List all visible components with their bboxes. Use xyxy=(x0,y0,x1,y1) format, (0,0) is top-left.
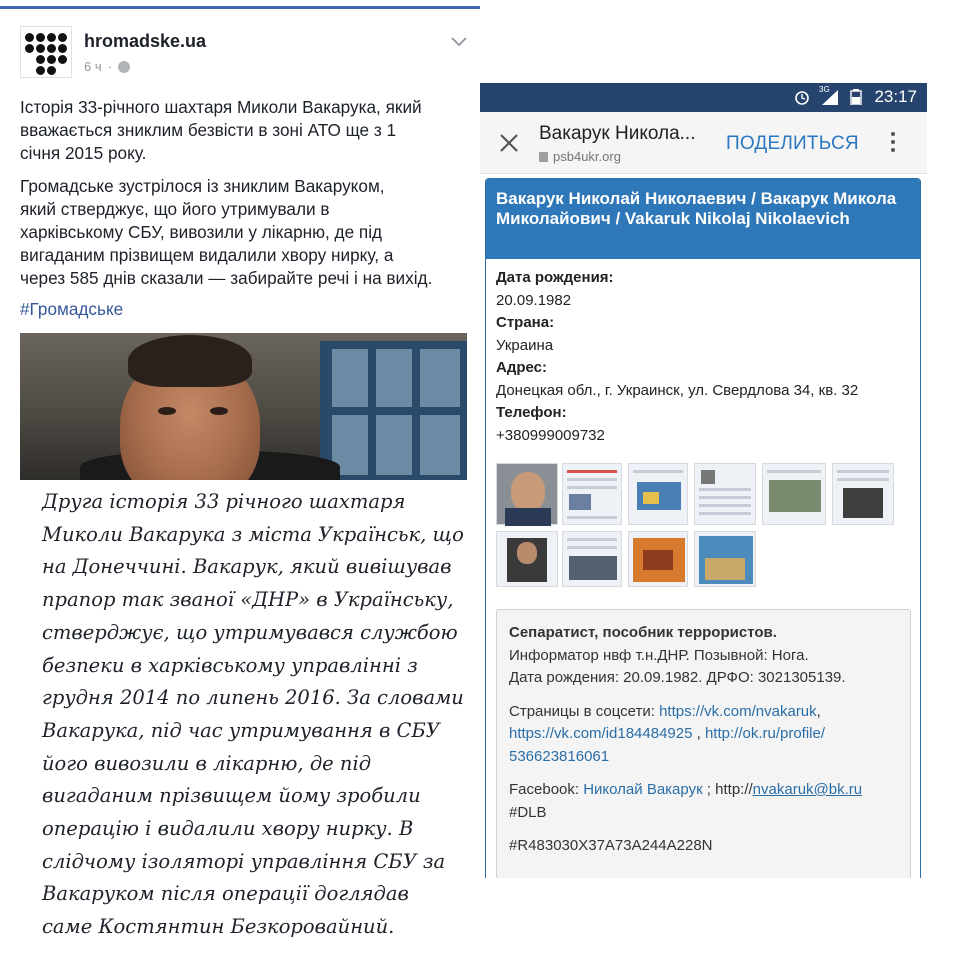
page-name[interactable]: hromadske.ua xyxy=(84,31,207,51)
thumbnail[interactable] xyxy=(628,531,688,587)
page-avatar[interactable] xyxy=(20,26,72,78)
thumbnail[interactable] xyxy=(496,531,558,587)
globe-icon xyxy=(118,61,130,73)
profile-fields xyxy=(496,267,916,447)
field-value: +380999009732 xyxy=(496,426,605,444)
more-options-icon[interactable] xyxy=(890,132,896,154)
card-header xyxy=(486,179,920,259)
vk-link-1[interactable]: https://vk.com/nvakaruk xyxy=(659,702,817,720)
social-links: Страницы в соцсети: https://vk.com/nvakaruk, https://vk.com/id184484925 , http://ok.ru/profile/ 536623816061 xyxy=(509,702,826,765)
field-label: Страна: xyxy=(496,314,555,331)
status-bar xyxy=(480,83,927,112)
field-value: Украина xyxy=(496,336,554,354)
post-meta: 6 ч · xyxy=(84,59,130,74)
field-label: Адрес: xyxy=(496,359,547,376)
status-time: 23:17 xyxy=(874,87,917,106)
thumbnail[interactable] xyxy=(496,463,558,525)
post-time[interactable]: 6 ч xyxy=(84,59,102,74)
browser-app-bar xyxy=(480,112,927,174)
thumbnail[interactable] xyxy=(694,463,756,525)
phone-screenshot xyxy=(480,83,927,878)
tag-dlb: #DLB xyxy=(509,803,547,821)
thumbnail[interactable] xyxy=(562,531,622,587)
email-link[interactable]: nvakaruk@bk.ru xyxy=(752,781,863,798)
photo-window xyxy=(320,341,467,480)
hashtag-link[interactable]: #Громадське xyxy=(20,299,124,319)
info-line: Дата рождения: 20.09.1982. ДРФО: 3021305139. xyxy=(509,669,846,686)
post-photo[interactable] xyxy=(20,333,467,480)
facebook-link[interactable]: Николай Вакарук xyxy=(583,781,703,798)
chevron-down-icon[interactable] xyxy=(450,34,468,48)
info-box xyxy=(496,609,911,878)
page-url: psb4ukr.org xyxy=(539,149,621,164)
field-label: Телефон: xyxy=(496,404,567,421)
battery-icon xyxy=(850,89,862,105)
record-code: #R483030X37A73A244A228N xyxy=(509,837,713,854)
ok-link[interactable]: http://ok.ru/profile/ xyxy=(704,725,826,742)
thumbnail[interactable] xyxy=(562,463,622,525)
thumbnail[interactable] xyxy=(832,463,894,525)
page-title: Вакарук Никола... xyxy=(539,123,696,144)
field-label: Дата рождения: xyxy=(496,269,614,286)
info-title: Сепаратист, пособник террористов. xyxy=(509,624,777,641)
facebook-line: Facebook: Николай Вакарук ; http://nvakaruk@bk.ru #DLB xyxy=(509,781,863,821)
post-text-paragraph-1: Історія 33-річного шахтаря Миколи Вакарука, який вважається зниклим безвісти в зоні АТО ще з 1 січня 2015 року. xyxy=(20,97,422,163)
top-divider xyxy=(0,6,480,9)
alarm-icon xyxy=(793,89,811,105)
post-text-paragraph-2: Громадське зустрілося із зниклим Вакаруком, який стверджує, що його утримували в харківському СБУ, вивозили у лікарню, де під вигаданим прізвищем видалили хвору нирку, а через 585 днів сказали — забирайте речі і на вихід. xyxy=(20,176,433,288)
vk-link-2[interactable]: https://vk.com/id184484925 xyxy=(509,725,693,742)
profile-name: Вакарук Николай Николаевич / Вакарук Микола Миколайович / Vakaruk Nikolaj Nikolaevich xyxy=(496,189,897,228)
profile-card xyxy=(485,178,921,878)
network-label: 3G xyxy=(819,85,830,94)
thumbnail[interactable] xyxy=(762,463,826,525)
thumbnail[interactable] xyxy=(694,531,756,587)
quote-text: Друга історія 33 річного шахтаря Миколи Вакарука з міста Українськ, що на Донеччині. Вакарук, який вивішував прапор так званої «ДНР» в Українську, стверджує, що утримувався службою безпеки в харківському управлінні з грудня 2014 по липень 2016. За словами Вакарука, під час утримування в СБУ його вивозили в лікарню, де під вигаданим прізвищем йому зробили операцію і видалили хвору нирку. В слідчому ізоляторі управління СБУ за Вакаруком після операції доглядав саме Костянтин Безкоровайний. xyxy=(42,490,464,939)
close-icon[interactable] xyxy=(498,132,520,154)
ok-link-id[interactable]: 536623816061 xyxy=(509,747,610,765)
thumbnail[interactable] xyxy=(628,463,688,525)
info-line: Информатор нвф т.н.ДНР. Позывной: Нога. xyxy=(509,646,809,664)
field-value: 20.09.1982 xyxy=(496,291,572,309)
share-button[interactable]: ПОДЕЛИТЬСЯ xyxy=(726,133,859,154)
field-value: Донецкая обл., г. Украинск, ул. Свердлова 34, кв. 32 xyxy=(496,381,859,399)
lock-icon xyxy=(539,152,548,162)
